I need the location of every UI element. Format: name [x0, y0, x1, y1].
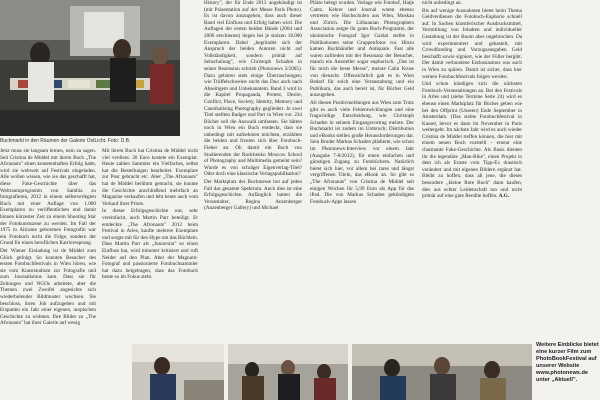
paragraph: In dieser Erfolgsgeschichte war, sehr vereinfacht, auch Martin Parr beteiligt. Er entdeckte „The Afronauts" 2012 beim Festival in Arles, kaufte mehrere Exemplare und sorgte mit für den Hype um das Büchlein. Dass Martin Parr als „Juniorstar" so einen Einfluss hat, wird mitunter kritisiert und ruft Neider auf den Plan. Aber der Magnum-Fotograf und passionierte Fotobuchsammler hat dazu beigetragen, dass das Fotobuch heute so im Fokus steht. [102, 208, 198, 281]
paragraph: Plätze belegt wurden. Verlage wie Fotohof, Hatje Cantz, Kehrer und Journal waren ebenso vertreten wie Hochschulen aus Wien, Moskau und Zürich. Die Lithuanian Photographers Association zeigte ihr gutes Buch-Programm, der ukrainische Fotograf Igor Gaidai stellte in Publikationen seine Gruppenfotos vor. Hinzu kamen Buchhändler und Antiquare. Fast alle waren zufrieden mit der Resonanz der Besucher, manch ein Aussteller sogar euphorisch. „Das ist für mich die beste Messe", meinte Calin Kruse von dienacht. Offensichtlich gab es in Wien Bedarf für solch eine Veranstaltung und ein Publikum, das auch bereit ist, für Bücher Geld auszugeben. [310, 0, 414, 99]
author-initials: A.G. [498, 193, 510, 200]
article-column-4 [310, 0, 414, 340]
paragraph: All diesen Positivmeldungen aus Wien zum Trotz gibt es auch viele Fehlentwicklungen und eine fragwürdige Entscheidung, wie Christoph Schaden in seinem Eingangsvortrag meinte. Der Buchmarkt ist zudem im Umbruch; Distribution und eBooks stellen große Herausforderungen dar. Sein Bruder Markus Schaden plädierte, wie schon im Photonews-Interview vor einem Jahr (Ausgabe 7-8/2012), für einen einfachen und günstigen Zugang zu Fotobüchern. Natürlich bietet sich hier, vor allem bei rares und längst vergriffenen Titeln, das eBook an. So gibt es „The Afronauts" von Cristina de Middel seit einigen Wochen für 5,99 Euro als App für das iPad. Die von Markus Schaden gekündigten Fotobuch-Apps lassen [310, 99, 414, 205]
article-column-2 [102, 148, 198, 340]
photo-speaker-left [132, 344, 224, 400]
photo-caption [0, 138, 180, 144]
article-column-5 [422, 0, 522, 340]
article-column-3 [204, 0, 302, 340]
paragraph: History", der für Ende 2013 angekündigt ist (mit Präsentation auf der Messe Paris Photo). Es ist davon auszugehen, dass auch dieser Band viel Einfluss und Erfolg haben wird. Die Auflagen der ersten beiden Bände (2004 und 2006 erschienen) liegen bei je stolzen 18.000 Exemplaren. Dabei „begründet sich der Anspruch der beiden Autoren nicht auf Vollständigkeit, sondern primär auf Sehschulung", wie Christoph Schaden in seiner Rezension schrieb (Photonews 2/2005). Dazu gehören stets einige Überraschungen; wie Trüffelschweine sucht das Duo auch nach Abseitigem und Unbekanntem. Band 3 wird in die Kapitel Propaganda, Protest, Desire, Conflict, Place, Society, Identity, Memory und Cannibalising Photography gegliedert. Je zwei Titel stellten Badger und Parr in Wien vor. 234 Bücher soll die Auswahl umfassen. Sie hätten noch in Wien ein Buch entdeckt, dass sie unbedingt mit aufnehmen möchten, erzählten die beiden und freuten sich über Fotobuch-Fieber an. Oh damit ein Buch von Studierenden der Rodchenko Moscow School of Photography and Multimedia gemeint sein? Wurde es von schräger Eigenverlag-Titel? Oder doch eine klassische Verlagspublikation? [204, 0, 302, 178]
photo-speaker-left-image [132, 344, 224, 400]
photo-audience [228, 344, 348, 400]
photo-speakers-right-image [352, 344, 532, 400]
paragraph: nicht unbedingt an. [422, 0, 462, 6]
photo-book-market [0, 0, 180, 136]
paragraph-text: Und schon kündigen sich die nächsten Fotobuch-Veranstaltungen an. Bei den Festivals in Arles und (siehe Termine Seite 24) wird es ebenso einen Marktplatz für Bücher geben wie bei den Offprint (Unseen) Ende September in Amsterdam. (Das siebte Fotobuchfestival in Kassel, bevor es dann im November in Paris weitergeht. Im nächste Jahr wird es auch wieder Cristina de Middel treffen können, die hier mit einem neuen Buch vorstellt – erneut eine charmante Fake-Geschichte. Als Basis dienten ihr die legendäre „Man-Bike", einen Projekt in dem ich als Ernste vom Tipp-Ex drastisch verändert und mit eigenen Bildern ergänzt hat. Bleibt zu hoffen, dass all jene, die dieses besondere „kleine Rote Buch" dann kaufen, dies aus echter Leidenschaft tun und nicht primär auf eine gute Rendite hoffen. [422, 81, 522, 200]
paragraph: Jetzt muss sie langsam lernen, nein zu sagen. Seit Cristina de Middel mit ihrem Buch „The Afronauts" einen kometenhaften Erfolg hatte, wird sie weltweit auf Festivals eingeladen. Alle wollen wissen, wie sie das geschafft hat, diese Fake-Geschichte über das Weltraumprogramm von Sambia zu fotografieren, 2012 in einem selbstverlegten Buch mit einer Auflage von 1.000 Exemplaren zu veröffentlichen und damit binnen kürzester Zeit zu einem Shooting Star der Fotokunstszene zu werden. Im Fall der 1975 in Alicante geborenen Fotografin war ein Fotobuch nicht die Folge, sondern der Grund für einen beruflichen Karrieresprung. [0, 148, 96, 247]
paragraph: Der Marktplatz der Buchmesse bot auf jeden Fall das gesamte Spektrum. Auch dies ist eine Erfolgsgeschichte. Anfänglich hatten die Veranstalter, Regina Anzenberger (Anzenberger Gallery) und Michael [204, 179, 302, 212]
photo-audience-image [228, 344, 348, 400]
paragraph [422, 81, 522, 200]
paragraph: Bis auf wenige Ausnahmen bietet beim Thema Geldverdienen die Fotobuch-Euphorie schnell auf. In Sachen künstlerischer Ausdrucksmittel, Vermittlung von Inhalten und individueller Gestaltung ist der Boom aber ungebrochen. Da wird experimentiert und gebastelt, mit Crowdfunding und Vorzugsausgaben Geld beschafft sowie signiert, wie der Füller hergibt. Der damit verbundene Enthusiasmus war auch in Wien zu spüren. Damit ist sicher, dass hier weitere Fotobuchfestivals folgen werden. [422, 7, 522, 80]
paragraph: Mit ihrem Buch hat Cristina de Middel nicht viel verdient. 20 Euro kostete ein Exemplar. Heute zahlen Sammler ein Vielfaches, selbst hat die Bestellungen bearbeitet. Exemplare zur Post gebracht etc. Aber „The Afronauts" hat de Middel berühmt gemacht, sie konnte die Geschichte anschließend mehrfach an Magazine verkaufen und lebt heute auch vom Verkauf ihrer Prints. [102, 148, 198, 207]
website-info-box [536, 342, 600, 384]
photo-speakers-right [352, 344, 532, 400]
article-column-1 [0, 148, 96, 400]
photo-book-market-image [0, 0, 180, 136]
paragraph: Der Wiener Einladung ist de Middel zum Glück gefolgt. So konnten Besucher des ersten Fotobuchfestivals in Wien hören, wie sie vom Kunststudium zur Fotografie und zum Journalismus kam. Dass sie für Zeitungen und NGOs arbeitete, aber die Themen zwei Zweifel angesichts sich wiederholender Bildmuster wuchsen. Sie beschloss, ihren Job aufzugeben und mit Ersparten ein Jahr einer eigenen, utopischen Geschichte zu widmen. Ihre Bilder zu „The Afronauts" hat ihrer Galerie auf wenig [0, 247, 96, 327]
website-info-text: Weitere Einblicke bietet eine kurzer Film zum PhotoBookFestival auf unserer Website www.photonews.de unter „Aktuell". [536, 342, 599, 383]
photo-caption-text: Buchmarkt in den Räumen der Galerie OstLicht. Foto: D.B. [0, 138, 131, 144]
